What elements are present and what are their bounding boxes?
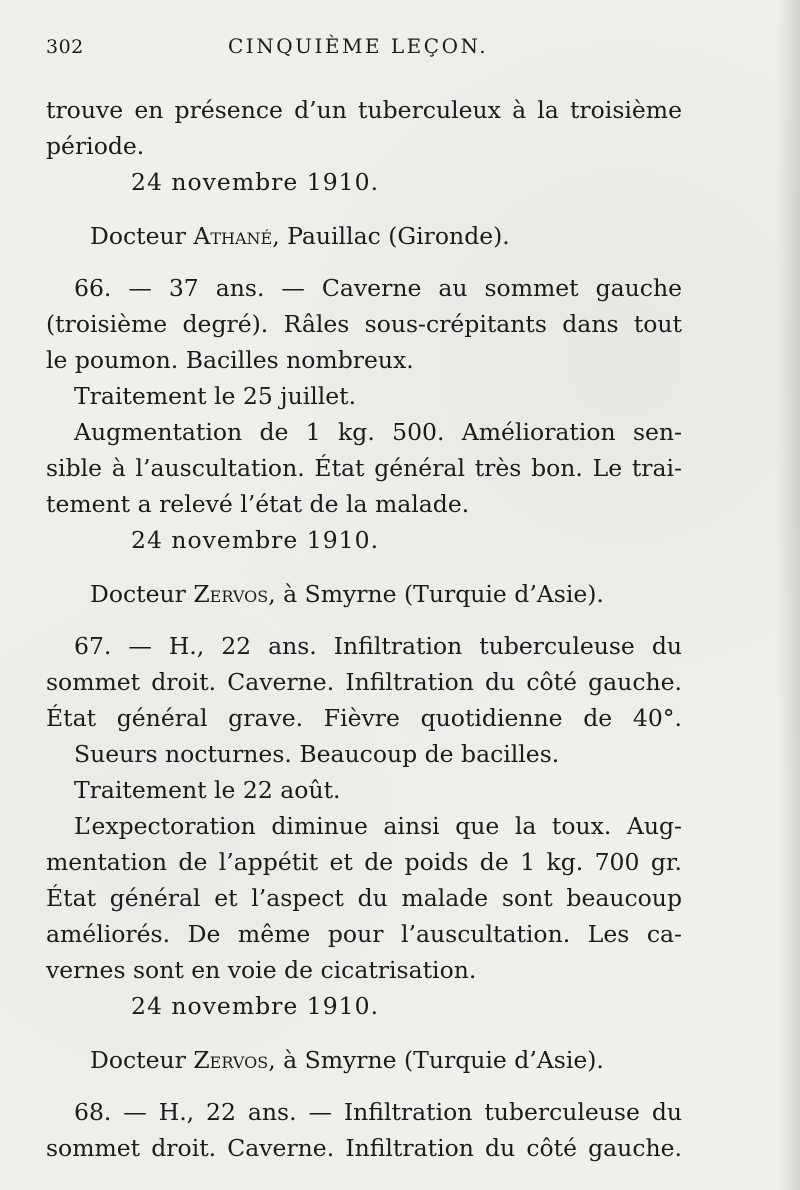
text-line: mentation de l’appétit et de poids de 1 kg. 700 gr.: [46, 848, 682, 876]
page-number: 302: [46, 36, 84, 58]
doctor-heading: [46, 1042, 682, 1078]
running-title: CINQUIÈME LEÇON.: [228, 34, 489, 58]
doctor-heading: [46, 218, 682, 254]
page-edge-shadow: [778, 0, 800, 1190]
text-line: trouve en présence d’un tuberculeux à la troisième: [46, 96, 682, 124]
text-line: sommet droit. Caverne. Infiltration du côté gauche.: [46, 1134, 682, 1162]
text-line: le poumon. Bacilles nombreux.: [46, 346, 414, 374]
text-line: améliorés. De même pour l’auscultation. Les ca-: [46, 920, 682, 948]
doctor-heading: [46, 576, 682, 612]
date-line: 24 novembre 1910.: [131, 992, 380, 1020]
page-body: [46, 92, 682, 1166]
text-line: Augmentation de 1 kg. 500. Amélioration sen-: [74, 418, 682, 446]
text-line: sommet droit. Caverne. Infiltration du côté gauche.: [46, 668, 682, 696]
text-line: État général et l’aspect du malade sont beaucoup: [46, 884, 682, 912]
date-line: 24 novembre 1910.: [131, 526, 380, 554]
page-header: [46, 34, 682, 70]
doctor-name: Athané: [193, 222, 273, 250]
doctor-title: Docteur: [90, 1046, 194, 1074]
doctor-name: Zervos: [193, 1046, 269, 1074]
case-line: 68. — H., 22 ans. — Infiltration tuberculeuse du: [74, 1098, 682, 1126]
doctor-location: , Pauillac (Gironde).: [272, 222, 510, 250]
text-line: tement a relevé l’état de la malade.: [46, 490, 470, 518]
doctor-location: , à Smyrne (Turquie d’Asie).: [268, 1046, 604, 1074]
doctor-title: Docteur: [90, 580, 194, 608]
case-line: 66. — 37 ans. — Caverne au sommet gauche: [74, 274, 682, 302]
text-line: période.: [46, 132, 145, 160]
text-line: Traitement le 25 juillet.: [74, 382, 357, 410]
doctor-name: Zervos: [193, 580, 269, 608]
doctor-title: Docteur: [90, 222, 194, 250]
date-line: 24 novembre 1910.: [131, 168, 380, 196]
text-line: vernes sont en voie de cicatrisation.: [46, 956, 477, 984]
text-line: (troisième degré). Râles sous-crépitants dans tout: [46, 310, 682, 338]
text-line: Sueurs nocturnes. Beaucoup de bacilles.: [74, 740, 560, 768]
text-line: Traitement le 22 août.: [74, 776, 341, 804]
text-line: sible à l’auscultation. État général très bon. Le trai-: [46, 454, 682, 482]
text-line: État général grave. Fièvre quotidienne de 40°.: [46, 704, 682, 732]
case-line: 67. — H., 22 ans. Infiltration tuberculeuse du: [74, 632, 682, 660]
doctor-location: , à Smyrne (Turquie d’Asie).: [268, 580, 604, 608]
text-line: L’expectoration diminue ainsi que la toux. Aug-: [74, 812, 682, 840]
